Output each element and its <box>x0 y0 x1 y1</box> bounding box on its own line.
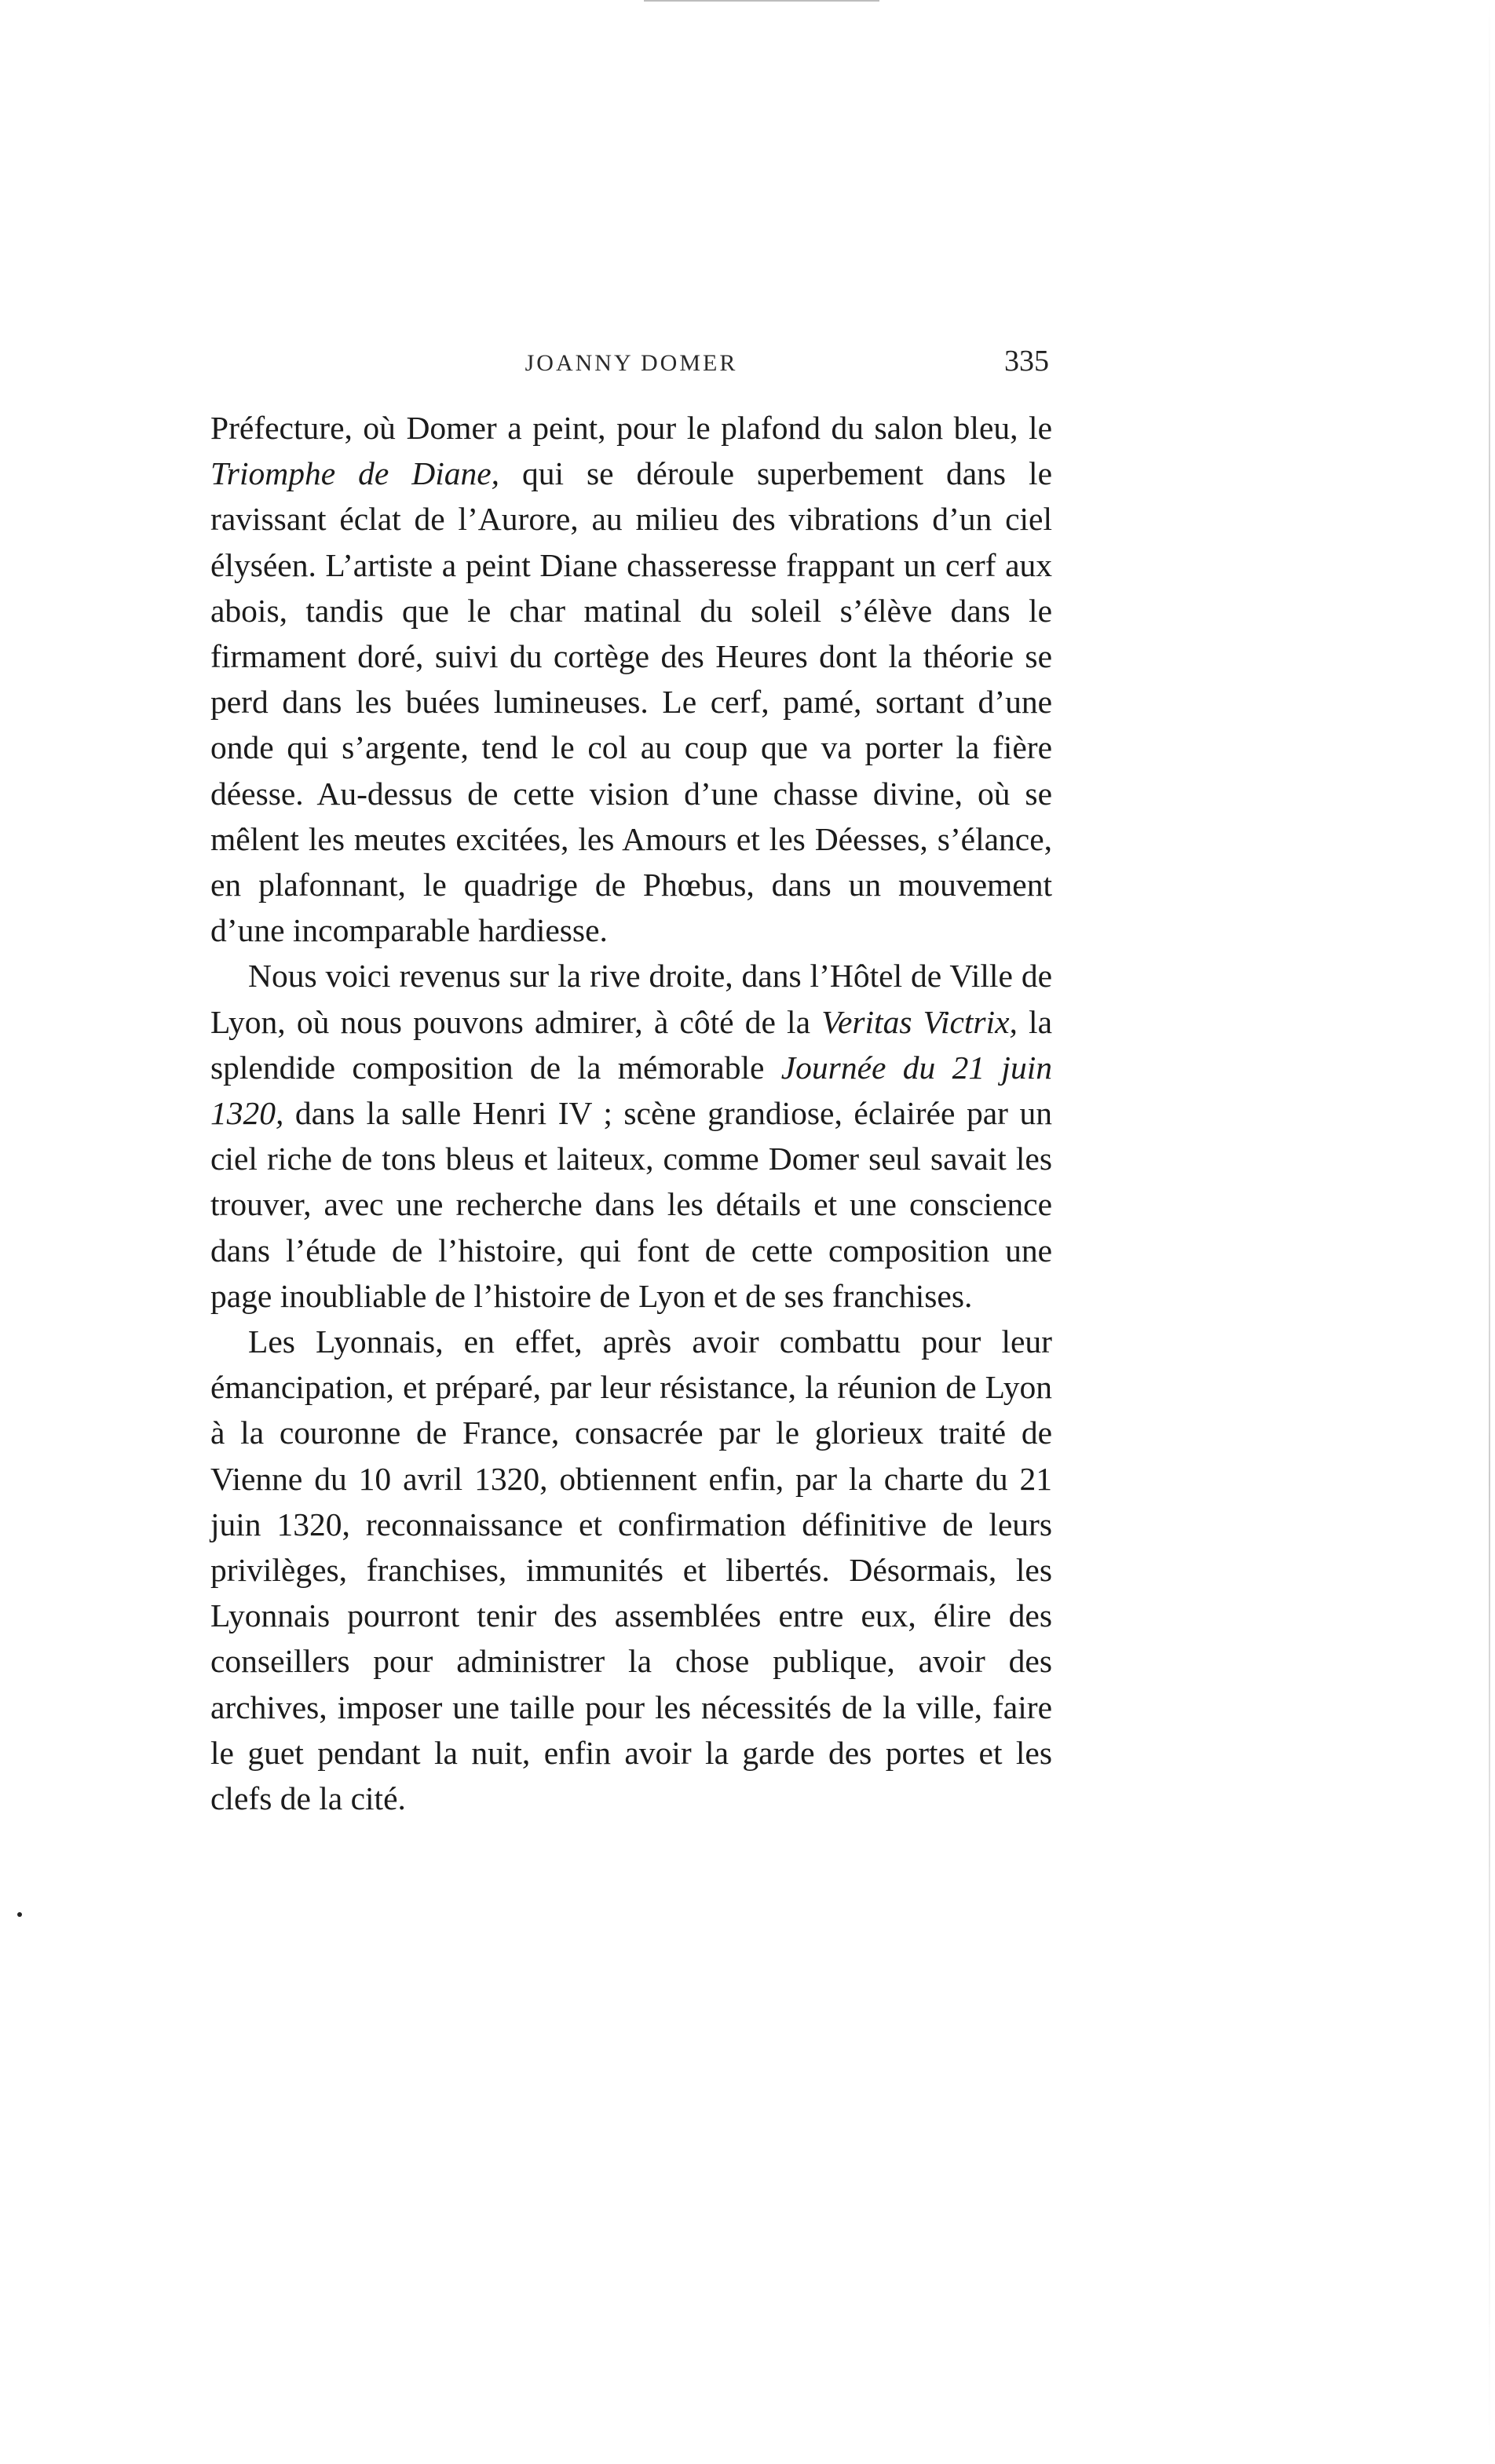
page-number: 335 <box>1004 345 1049 378</box>
paragraph-3: Les Lyonnais, en effet, après avoir combattu pour leur émancipation, et préparé, par leur résistance, la réunion de Lyon à la couronne de France, consacrée par le glorieux traité de Vienne du 10 avril 1320, obtiennent enfin, par la charte du 21 juin 1320, reconnaissance et confirmation définitive de leurs privilèges, franchises, immunités et libertés. Désormais, les Lyonnais pourront tenir des assemblées entre eux, élire des conseillers pour administrer la chose publique, avoir des archives, imposer une taille pour les nécessités de la ville, faire le guet pendant la nuit, enfin avoir la garde des portes et les clefs de la cité. <box>210 1323 1052 1817</box>
text-span: la splendide composition de la mémorable <box>210 1003 1052 1086</box>
text-span: dans la salle Henri IV ; scène grandiose, éclairée par un ciel riche de tons bleus et laiteux, comme Domer seul savait les trouver, avec une recherche dans les détails et une conscience dans l’étude de l’histoire, qui font de cette composition une page inoubliable de l’histoire de Lyon et de ses franchises. <box>210 1095 1052 1314</box>
body-text <box>210 405 1052 1821</box>
page-header <box>210 344 1052 383</box>
artwork-title: Journée du 21 juin 1320, <box>210 1049 1052 1132</box>
artwork-title: Veritas Victrix, <box>821 1003 1018 1040</box>
text-span: Nous voici revenus sur la rive droite, dans l’Hôtel de Ville de Lyon, où nous pouvons admirer, à côté de la <box>210 958 1052 1040</box>
running-title: JOANNY DOMER <box>525 350 738 376</box>
paragraph-2 <box>210 953 1052 1319</box>
artwork-title: Triomphe de Diane, <box>210 455 500 492</box>
paragraph-1 <box>210 405 1052 953</box>
text-span: qui se déroule superbement dans le ravissant éclat de l’Aurore, au milieu des vibrations d’un ciel élyséen. L’artiste a peint Diane chasseresse frappant un cerf aux abois, tandis que le char matinal du soleil s’élève dans le firmament doré, suivi du cortège des Heures dont la théorie se perd dans les buées lumineuses. Le cerf, pamé, sortant d’une onde qui s’argente, tend le col au coup que va porter la fière déesse. Au-dessus de cette vision d’une chasse divine, où se mêlent les meutes excitées, les Amours et les Déesses, s’élance, en plafonnant, le quadrige de Phœbus, dans un mouvement d’une incomparable hardiesse. <box>210 455 1052 949</box>
scan-artifact-right-edge <box>1489 0 1490 2464</box>
scan-artifact-top-line <box>644 0 879 2</box>
text-span: Préfecture, où Domer a peint, pour le plafond du salon bleu, le <box>210 410 1052 446</box>
scan-speck <box>17 1912 22 1917</box>
